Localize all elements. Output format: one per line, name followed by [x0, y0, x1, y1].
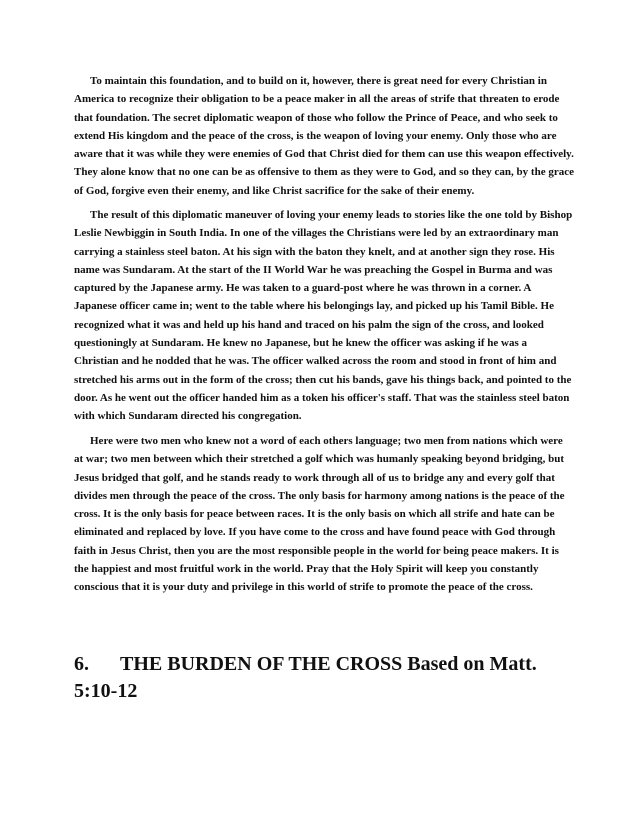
body-paragraph: To maintain this foundation, and to build on it, however, there is great need for every Christian in America to recognize their obligation to be a peace maker in all the areas of strife that threaten to erode that foundation. The secret diplomatic weapon of those who follow the Prince of Peace, and who seek to extend His kingdom and the peace of the cross, is the weapon of loving your enemy. Only those who are aware that it was while they were enemies of God that Christ died for them can use this weapon effectively. They alone know that no one can be as offensive to them as they were to God, and so they can, by the grace of God, forgive even their enemy, and like Christ sacrifice for the sake of their enemy.	[74, 75, 574, 197]
section-title: THE BURDEN OF THE CROSS Based on Matt. 5:10-12	[74, 653, 537, 702]
section-heading	[74, 651, 574, 705]
body-paragraph: The result of this diplomatic maneuver of loving your enemy leads to stories like the one told by Bishop Leslie Newbiggin in South India. In one of the villages the Christians were led by an extraordinary man carrying a stainless steel baton. At his sign with the baton they knelt, and at another sign they rose. His name was Sundaram. At the start of the II World War he was preaching the Gospel in Burma and was captured by the Japanese army. He was taken to a guard-post where he was thrown in a corner. A Japanese officer came in; went to the table where his belongings lay, and picked up his Tamil Bible. He recognized what it was and held up his hand and traced on his palm the sign of the cross, and looked questioningly at Sundaram. He knew no Japanese, but he knew the officer was asking if he was a Christian and he nodded that he was. The officer walked across the room and stood in front of him and stretched his arms out in the form of the cross; then cut his bands, gave his things back, and pointed to the door. As he went out the officer handed him as a token his officer's staff. That was the stainless steel baton with which Sundaram directed his congregation.	[74, 209, 573, 423]
body-paragraph: Here were two men who knew not a word of each others language; two men from nations which were at war; two men between which their stretched a golf which was humanly speaking beyond bridging, but Jesus bridged that golf, and he stands ready to work through all of us to bridge any and every golf that divides men through the peace of the cross. The only basis for harmony among nations is the peace of the cross. It is the only basis for peace between races. It is the only basis on which all strife and hate can be eliminated and replaced by love. If you have come to the cross and have found peace with God through faith in Jesus Christ, then you are the most responsible people in the world for being peace makers. It is the happiest and most fruitful work in the world. Pray that the Holy Spirit will keep you constantly conscious that it is your duty and privilege in this world of strife to promote the peace of the cross.	[74, 435, 565, 594]
section-number: 6.	[74, 653, 89, 675]
